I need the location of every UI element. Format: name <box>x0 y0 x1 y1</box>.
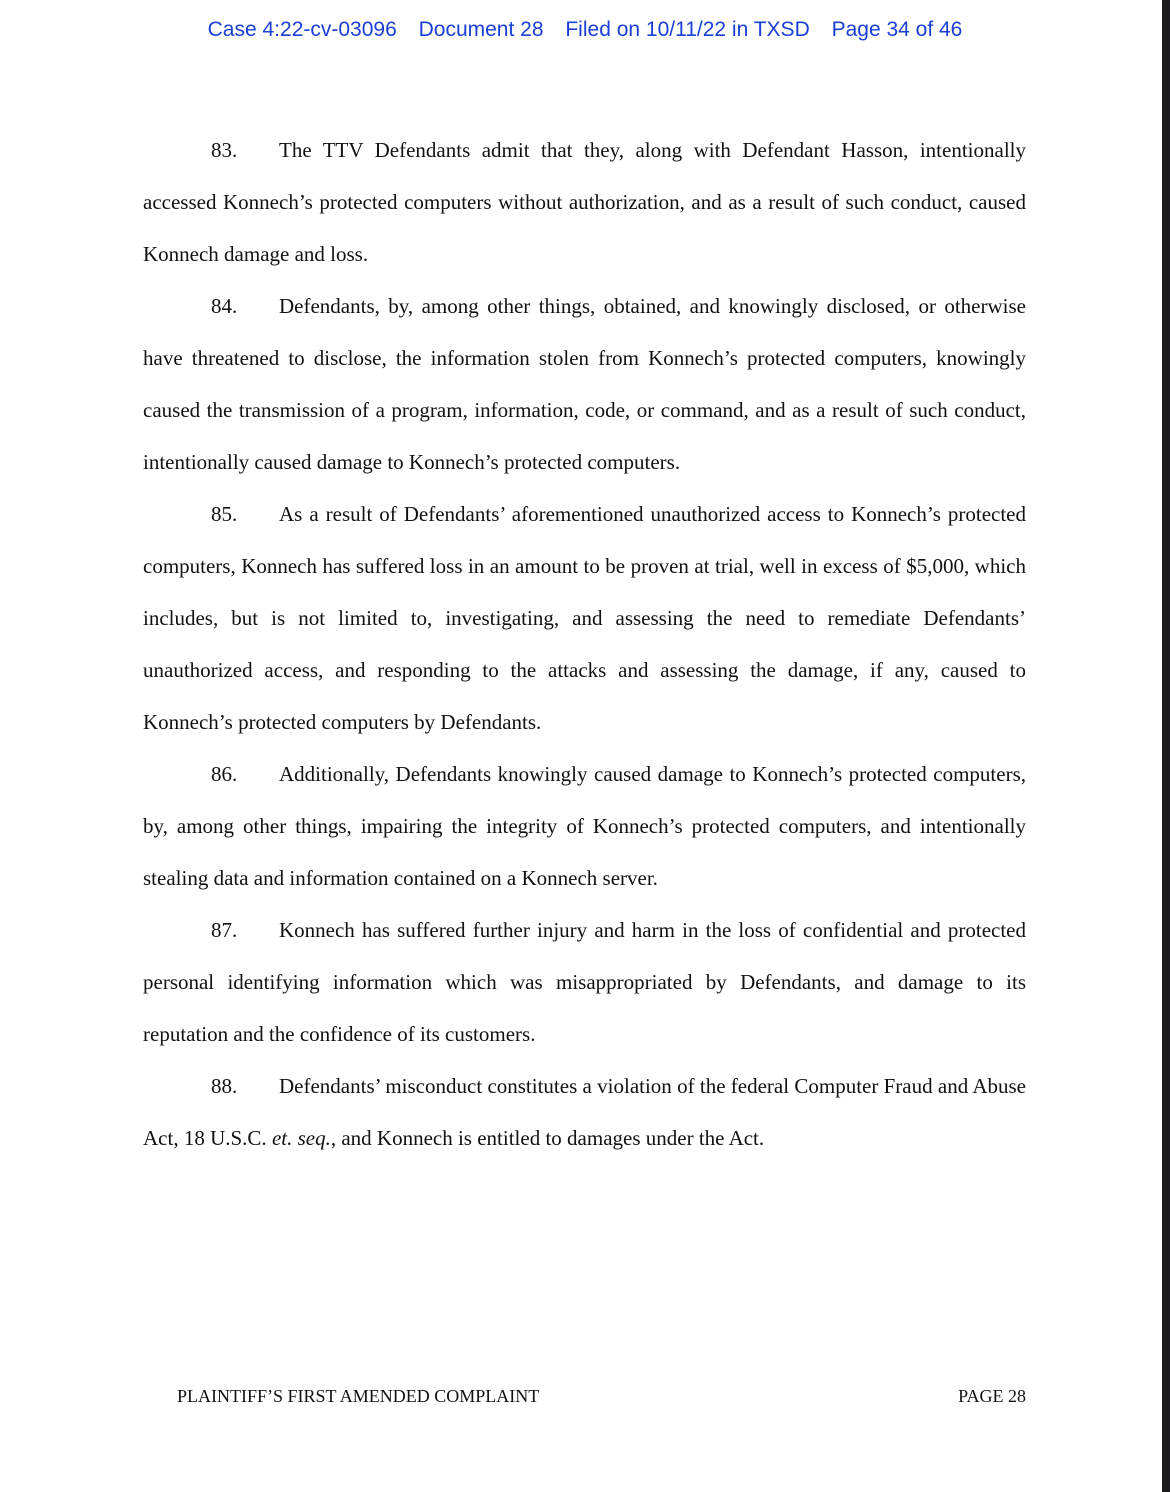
paragraph-text-before: Defendants’ misconduct constitutes a violation of the federal Computer Fraud and Abuse Act, 18 U.S.C. <box>143 1074 1026 1150</box>
document-number: Document 28 <box>418 18 544 41</box>
paragraph-text: Konnech has suffered further injury and harm in the loss of confidential and protected personal identifying information which was misappropriated by Defendants, and damage to its reputation and the confidence of its customers. <box>143 918 1026 1046</box>
paragraph-text-italic: et. seq. <box>271 1126 331 1150</box>
paragraph-88 <box>143 1060 1026 1164</box>
paragraph-86 <box>143 748 1026 904</box>
paragraph-number: 88. <box>211 1074 238 1098</box>
court-filing-header <box>0 18 1170 42</box>
paragraph-number: 87. <box>211 918 238 942</box>
paragraph-text: Additionally, Defendants knowingly caused damage to Konnech’s protected computers, by, among other things, impairing the integrity of Konnech’s protected computers, and intentionally stealing data and information contained on a Konnech server. <box>143 762 1026 890</box>
paragraph-text: The TTV Defendants admit that they, along with Defendant Hasson, intentionally accessed Konnech’s protected computers without authorization, and as a result of such conduct, caused Konnech damage and loss. <box>143 138 1026 266</box>
paragraph-number: 84. <box>211 294 238 318</box>
case-number: Case 4:22-cv-03096 <box>207 18 397 41</box>
paragraph-text-after: , and Konnech is entitled to damages under the Act. <box>330 1126 765 1150</box>
paragraph-text: As a result of Defendants’ aforementioned unauthorized access to Konnech’s protected computers, Konnech has suffered loss in an amount to be proven at trial, well in excess of $5,000, which includes, but is not limited to, investigating, and assessing the need to remediate Defendants’ unauthorized access, and responding to the attacks and assessing the damage, if any, caused to Konnech’s protected computers by Defendants. <box>143 502 1026 734</box>
paragraph-85 <box>143 488 1026 748</box>
page-edge <box>1162 0 1170 1492</box>
document-body <box>143 124 1026 1164</box>
paragraph-87 <box>143 904 1026 1060</box>
paragraph-number: 83. <box>211 138 238 162</box>
paragraph-text: Defendants, by, among other things, obtained, and knowingly disclosed, or otherwise have threatened to disclose, the information stolen from Konnech’s protected computers, knowingly caused the transmission of a program, information, code, or command, and as a result of such conduct, intentionally caused damage to Konnech’s protected computers. <box>143 294 1026 474</box>
footer-document-title: PLAINTIFF’S FIRST AMENDED COMPLAINT <box>177 1386 540 1406</box>
filing-date: Filed on 10/11/22 in TXSD <box>565 18 810 41</box>
footer-page-number: PAGE 28 <box>958 1386 1026 1406</box>
page-count: Page 34 of 46 <box>831 18 963 41</box>
paragraph-84 <box>143 280 1026 488</box>
paragraph-83 <box>143 124 1026 280</box>
paragraph-number: 85. <box>211 502 238 526</box>
paragraph-number: 86. <box>211 762 238 786</box>
